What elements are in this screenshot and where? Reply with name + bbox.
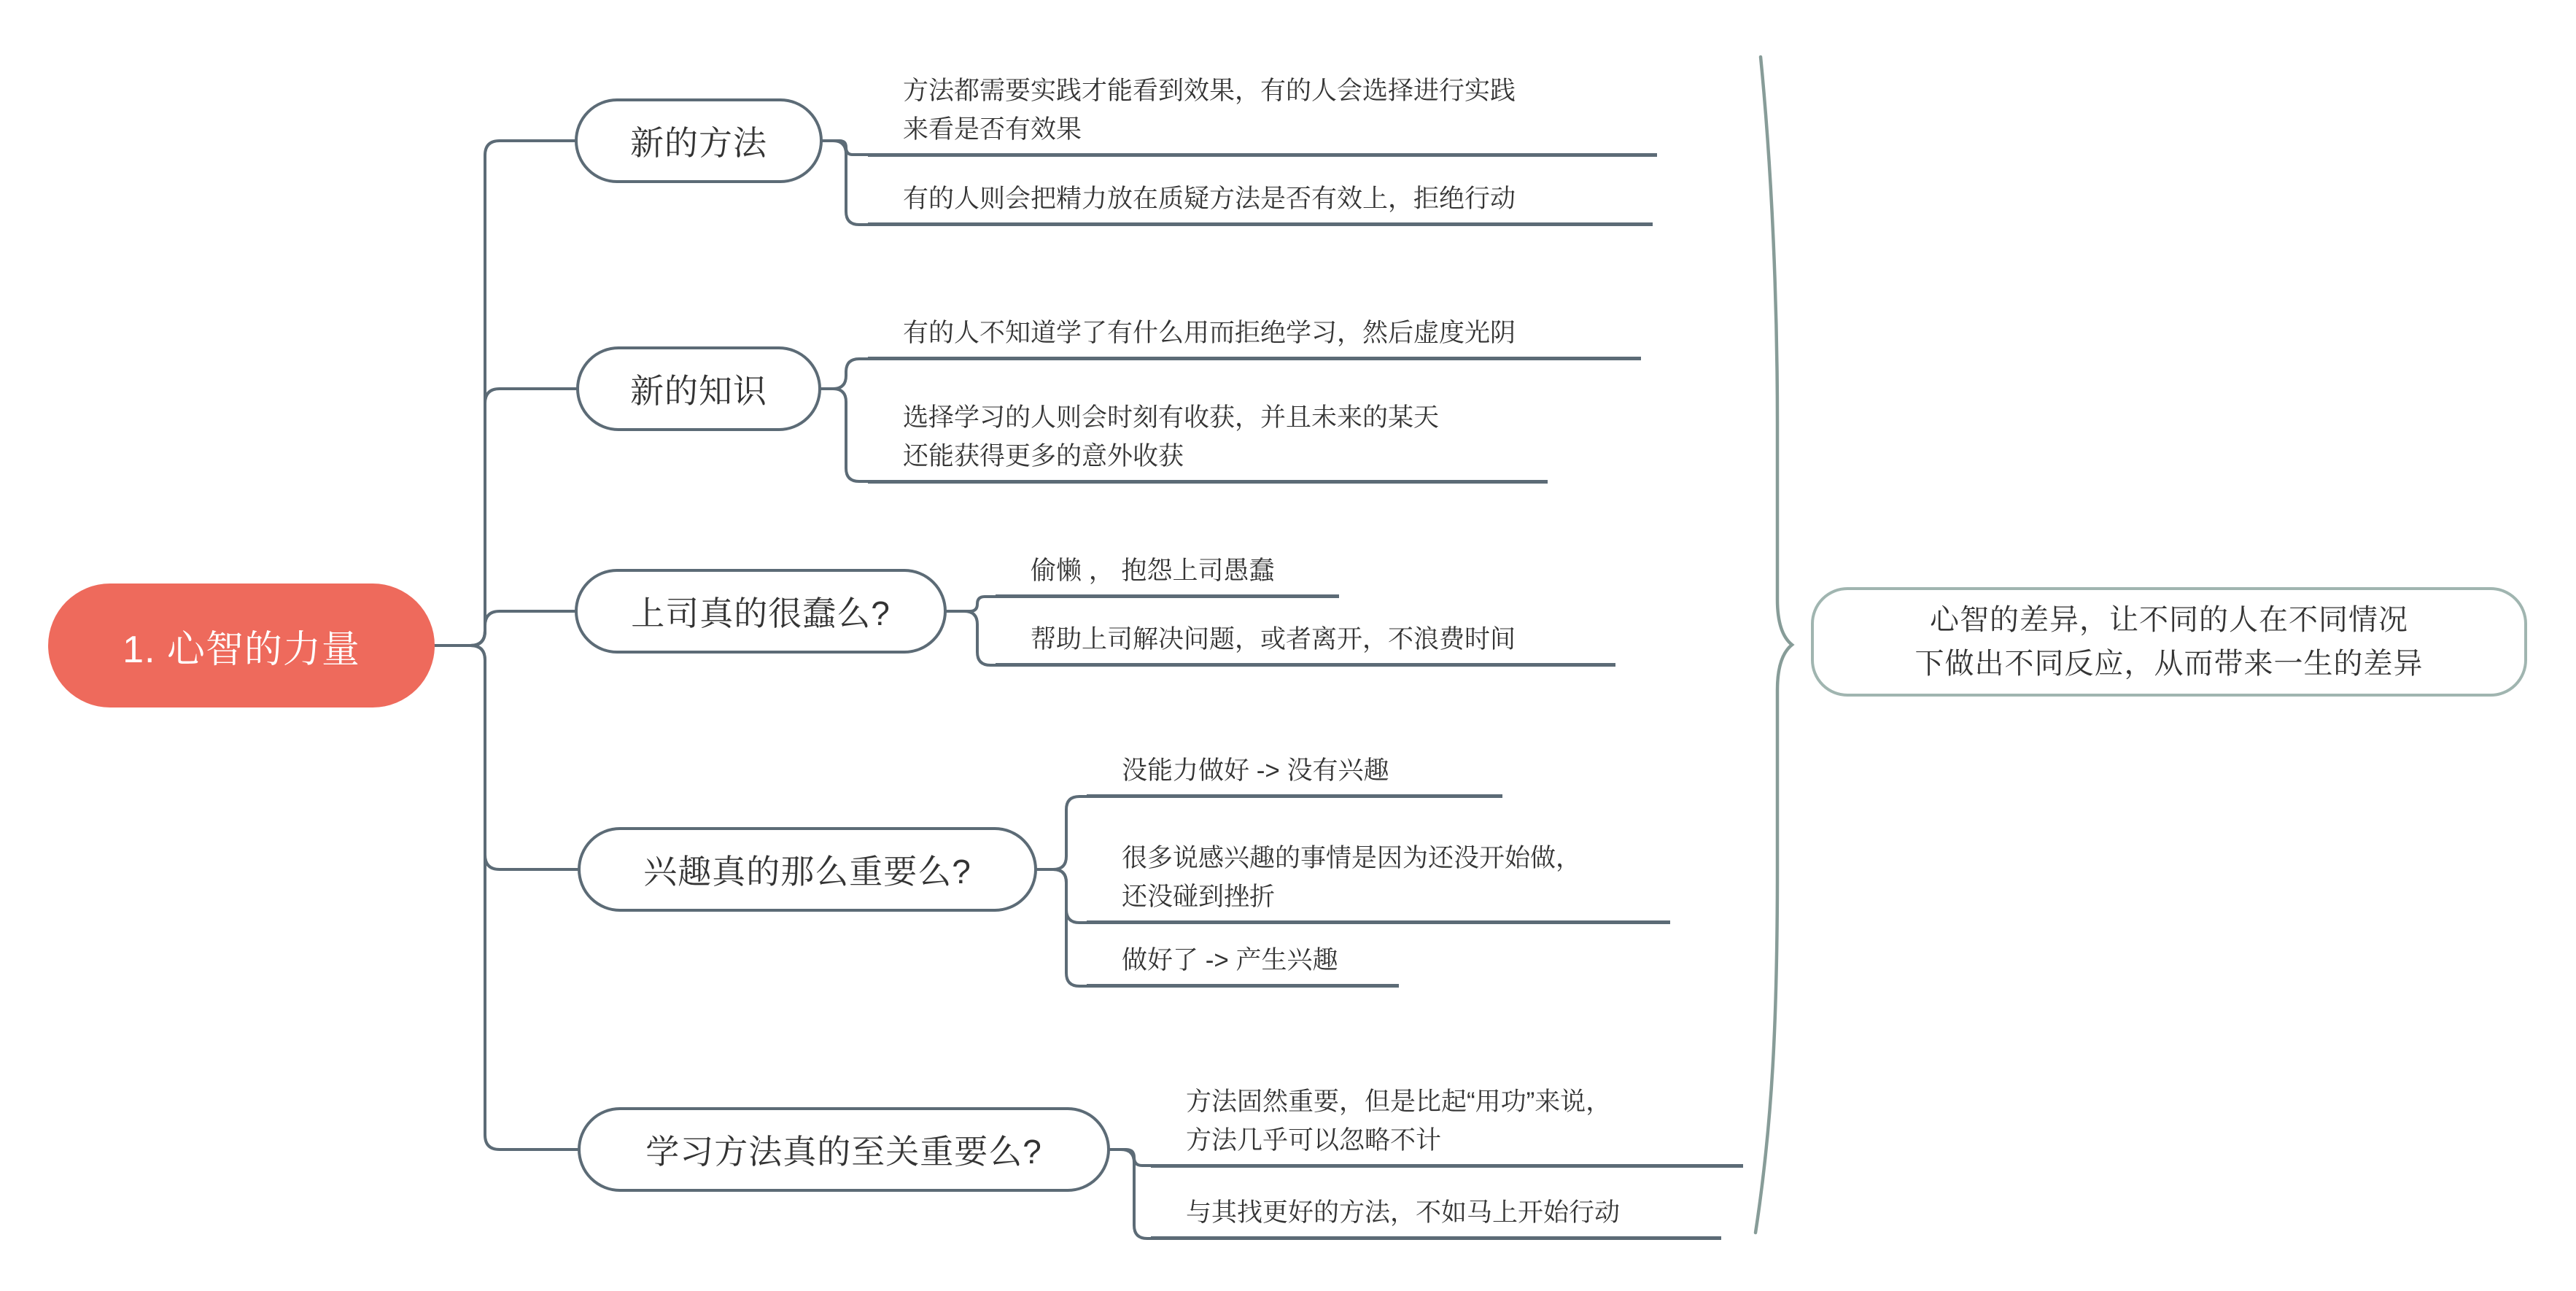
root-connector-branch-2 (434, 389, 576, 646)
root-connector-branch-1 (434, 141, 575, 646)
branch-label: 兴趣真的那么重要么? (643, 853, 971, 891)
subtopic-text-line: 还能获得更多的意外收获 (903, 442, 1184, 470)
subtopic-learners-always-gain[interactable] (868, 398, 1548, 484)
child-connector-4-1 (1037, 796, 1088, 869)
subtopic-text-line: 帮助上司解决问题，或者离开，不浪费时间 (1031, 625, 1516, 654)
branch-label: 上司真的很蠢么? (631, 594, 891, 632)
root-connector-branch-3 (434, 611, 575, 646)
branch-label: 学习方法真的至关重要么? (645, 1133, 1042, 1171)
subtopic-text-line: 与其找更好的方法，不如马上开始行动 (1186, 1198, 1621, 1227)
child-connector-2-1 (821, 359, 869, 389)
subtopic-text-line: 选择学习的人则会时刻有收获，并且未来的某天 (903, 403, 1440, 432)
child-connector-4-2 (1037, 869, 1088, 923)
subtopic-method-vs-effort[interactable] (1151, 1082, 1743, 1168)
subtopic-text-line: 方法固然重要，但是比起“用功”来说， (1186, 1088, 1612, 1116)
child-connector-5-2 (1110, 1150, 1152, 1238)
summary-text-line: 心智的差异，让不同的人在不同情况 (1930, 604, 2408, 636)
summary-topic[interactable] (1811, 587, 2527, 697)
child-connector-3-1 (947, 597, 997, 611)
subtopic-act-now-instead-of-better-method[interactable] (1151, 1193, 1721, 1240)
root-topic-label: 1. 心智的力量 (123, 628, 360, 671)
root-connector-branch-5 (434, 646, 578, 1150)
branch-label: 新的方法 (630, 124, 767, 162)
summary-brace (1756, 57, 1792, 1233)
branch-interest-important[interactable] (578, 827, 1037, 912)
subtopic-interest-before-setback[interactable] (1087, 839, 1670, 924)
subtopic-text-line: 没能力做好 -> 没有兴趣 (1122, 756, 1389, 785)
branch-boss-stupid[interactable] (575, 569, 947, 654)
subtopic-text-line: 有的人不知道学了有什么用而拒绝学习，然后虚度光阴 (903, 319, 1516, 347)
subtopic-text-line: 还没碰到挫折 (1122, 883, 1276, 911)
branch-study-methods[interactable] (578, 1107, 1110, 1192)
subtopic-text-line: 有的人则会把精力放在质疑方法是否有效上，拒绝行动 (903, 185, 1516, 213)
branch-new-knowledge[interactable] (576, 346, 821, 431)
subtopic-no-ability-no-interest[interactable] (1087, 751, 1502, 798)
root-topic[interactable] (48, 584, 435, 707)
subtopic-text-line: 方法都需要实践才能看到效果，有的人会选择进行实践 (903, 77, 1516, 105)
subtopic-text-line: 很多说感兴趣的事情是因为还没开始做， (1122, 844, 1582, 872)
child-connector-3-2 (947, 611, 997, 665)
branch-new-methods[interactable] (575, 98, 823, 183)
child-connector-2-2 (821, 389, 869, 481)
subtopic-text-line: 来看是否有效果 (903, 115, 1082, 144)
subtopic-help-boss-or-leave[interactable] (996, 620, 1615, 667)
summary-text-line: 下做出不同反应，从而带来一生的差异 (1914, 648, 2424, 680)
branch-label: 新的知识 (630, 372, 767, 410)
subtopic-practice-to-see-results[interactable] (868, 71, 1657, 157)
subtopic-text-line: 方法几乎可以忽略不计 (1186, 1126, 1442, 1155)
subtopic-lazy-complain-boss[interactable] (996, 551, 1339, 598)
subtopic-do-well-gain-interest[interactable] (1087, 941, 1399, 988)
child-connector-4-3 (1037, 869, 1088, 986)
subtopic-text-line: 做好了 -> 产生兴趣 (1122, 946, 1338, 974)
subtopic-refuse-learning-waste-time[interactable] (868, 314, 1641, 360)
subtopic-question-method-refuse-action[interactable] (868, 179, 1653, 226)
root-connector-branch-4 (434, 646, 578, 869)
subtopic-text-line: 偷懒 ， 抱怨上司愚蠢 (1031, 557, 1275, 585)
